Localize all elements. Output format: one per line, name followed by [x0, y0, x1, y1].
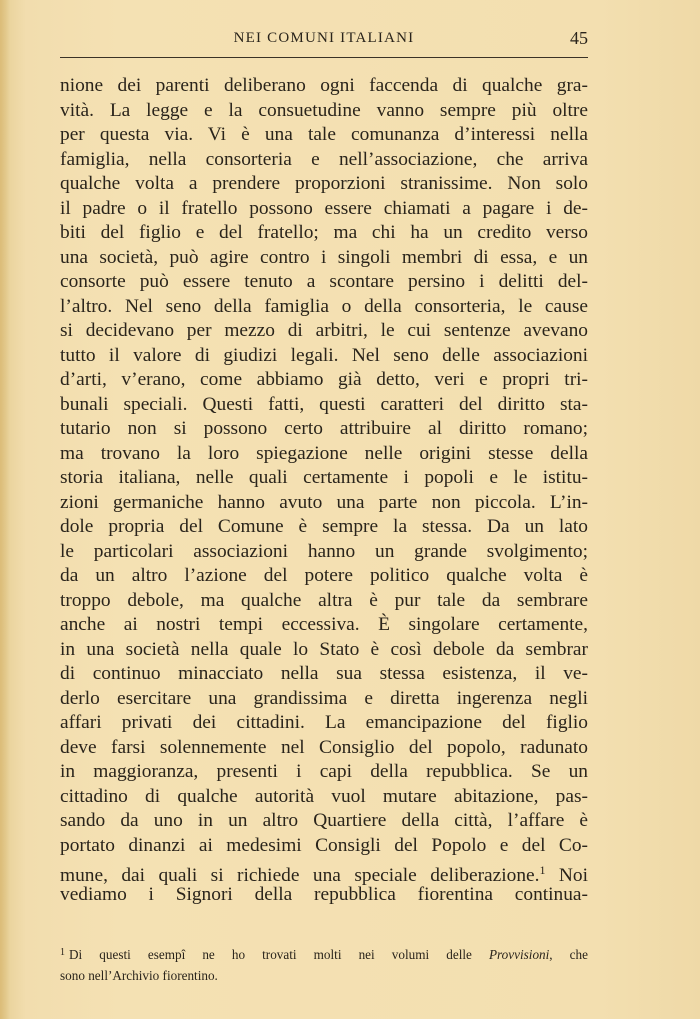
body-text	[60, 74, 588, 907]
text-line: per questa via. Vi è una tale comunanza d’interessi nella	[60, 124, 588, 145]
text-line: d’arti, v’erano, come abbiamo già detto, veri e propri tri-	[60, 369, 588, 390]
header-rule	[60, 57, 588, 58]
text-line: in una società nella quale lo Stato è così debole da sembrar	[60, 638, 588, 660]
text-line: troppo debole, ma qualche altra è pur tale da sembrare	[60, 589, 588, 611]
text-line: zioni germaniche hanno avuto una parte non piccola. L’in-	[60, 491, 588, 513]
text-line: deve farsi solennemente nel Consiglio del popolo, radunato	[60, 736, 588, 758]
text-line: portato dinanzi ai medesimi Consigli del Popolo e del Co-	[60, 834, 588, 856]
footnote-line: sono nell’Archivio fiorentino.	[60, 968, 218, 983]
text-line: il padre o il fratello possono essere chiamati a pagare i de-	[60, 197, 588, 219]
text-line: sando da uno in un altro Quartiere della città, l’affare è	[60, 810, 588, 831]
text-line: affari privati dei cittadini. La emancipazione del figlio	[60, 712, 588, 733]
text-line: qualche volta a prendere proporzioni stranissime. Non solo	[60, 173, 588, 194]
text-line-with-footnote	[60, 858, 588, 886]
text-line: tutario non si possono certo attribuire al diritto romano;	[60, 418, 588, 439]
text-line: cittadino di qualche autorità vuol mutare abitazione, pas-	[60, 785, 588, 807]
text-line-main: mune, dai quali si richiede una speciale deliberazione.	[60, 865, 540, 886]
text-line: dole propria del Comune è sempre la stessa. Da un lato	[60, 516, 588, 537]
footnote-text-tail: , che	[549, 947, 588, 962]
text-line: l’altro. Nel seno della famiglia o della consorteria, le cause	[60, 295, 588, 317]
page-gutter-shadow	[0, 0, 10, 1019]
text-line: famiglia, nella consorteria e nell’associazione, che arriva	[60, 148, 588, 170]
text-line: ma trovano la loro spiegazione nelle origini stesse della	[60, 442, 588, 464]
running-title: NEI COMUNI ITALIANI	[233, 30, 415, 46]
text-line: in maggioranza, presenti i capi della repubblica. Se un	[60, 761, 588, 782]
page-number: 45	[570, 28, 588, 48]
text-line: si decidevano per mezzo di arbitri, le cui sentenze avevano	[60, 320, 588, 341]
page-header	[60, 30, 588, 52]
text-line: nione dei parenti deliberano ogni faccenda di qualche gra-	[60, 75, 588, 96]
footnote-italic-title: Provvisioni	[488, 947, 550, 962]
text-line: tutto il valore di giudizi legali. Nel seno delle associazioni	[60, 344, 588, 366]
footnote-mark: 1	[60, 947, 65, 958]
text-line: le particolari associazioni hanno un grande svolgimento;	[60, 540, 588, 562]
text-line: derlo esercitare una grandissima e diretta ingerenza negli	[60, 687, 588, 709]
text-line-tail: Noi	[545, 865, 588, 886]
text-line: consorte può essere tenuto a scontare persino i delitti del-	[60, 271, 588, 292]
text-line: storia italiana, nelle quali certamente i popoli e le istitu-	[60, 467, 588, 488]
footnote-line	[60, 942, 588, 965]
text-line: anche ai nostri tempi eccessiva. È singolare certamente,	[60, 614, 588, 635]
footnote-reference[interactable]: 1	[539, 863, 546, 877]
text-line: da un altro l’azione del potere politico qualche volta è	[60, 565, 588, 586]
footnote	[60, 942, 588, 986]
text-line: biti del figlio e del fratello; ma chi ha un credito verso	[60, 222, 588, 243]
footnote-text: Di questi esempî ne ho trovati molti nei volumi delle	[69, 947, 489, 962]
text-line: una società, può agire contro i singoli membri di essa, e un	[60, 246, 588, 268]
text-line: vità. La legge e la consuetudine vanno sempre più oltre	[60, 99, 588, 121]
text-line: vediamo i Signori della repubblica fiorentina continua-	[60, 883, 588, 905]
text-line: di continuo minacciato nella sua stessa esistenza, il ve-	[60, 663, 588, 684]
text-line: bunali speciali. Questi fatti, questi caratteri del diritto sta-	[60, 393, 588, 415]
